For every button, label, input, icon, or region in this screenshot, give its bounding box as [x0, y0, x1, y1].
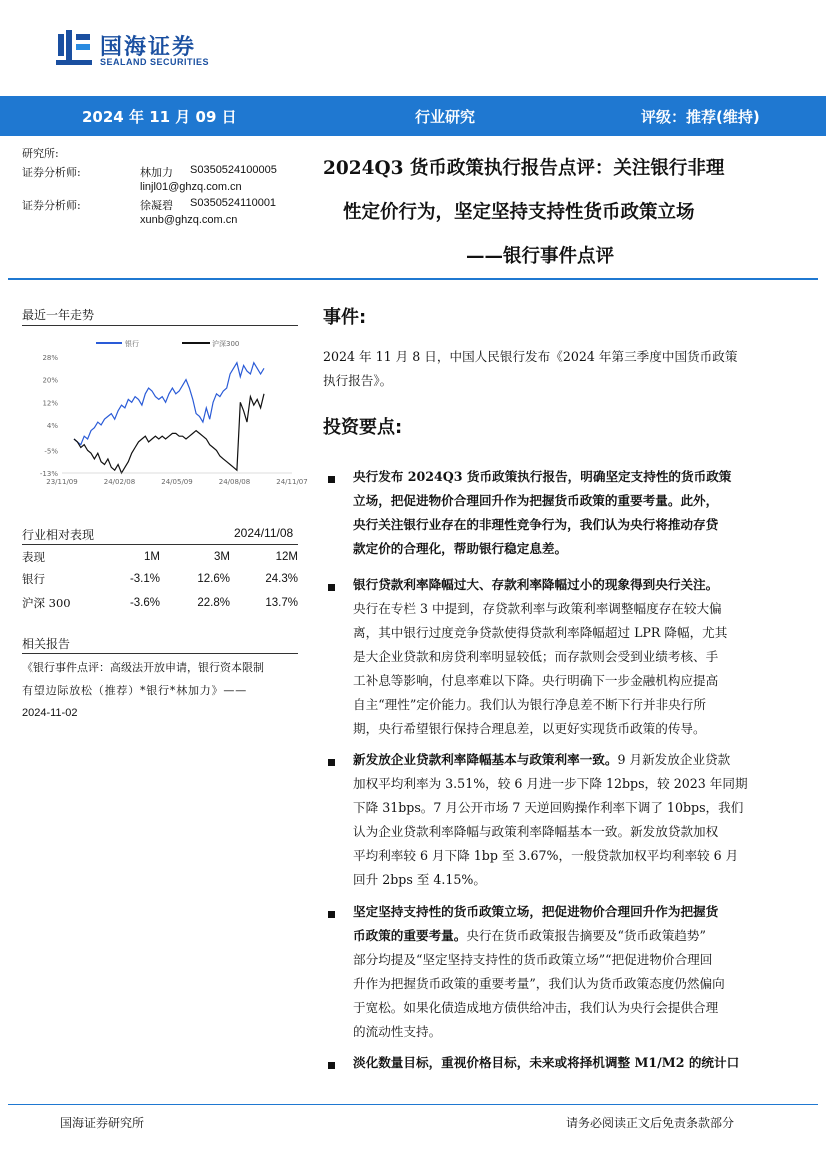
performance-header-row — [22, 546, 298, 567]
footer-right: 请务必阅读正文后免责条款部分 — [566, 1116, 735, 1130]
analyst-name: 徐凝碧 — [140, 199, 173, 212]
related-line: 有望边际放松（推荐）*银行*林加力》—— — [22, 684, 247, 697]
col-header: 3M — [214, 550, 230, 563]
legend-index-label: 沪深300 — [212, 340, 240, 348]
point-line: 工补息等影响，付息率难以下降。央行明确下一步金融机构应提高 — [353, 673, 719, 688]
x-tick-label: 23/11/09 — [46, 478, 78, 486]
analyst-name: 林加力 — [140, 166, 173, 179]
x-tick-label: 24/02/08 — [103, 478, 136, 486]
point-line: 款定价的合理化，帮助银行稳定息差。 — [353, 541, 568, 556]
row-label: 沪深 300 — [22, 596, 71, 610]
point-line: 期，央行希望银行保持合理息差，以更好实现货币政策的传导。 — [353, 721, 706, 736]
point-line: 认为企业贷款利率降幅与政策利率降幅基本一致。新发放贷款加权 — [353, 824, 719, 839]
y-tick-label: 4% — [46, 421, 58, 430]
performance-date: 2024/11/08 — [234, 526, 294, 540]
point-line: 央行发布 2024Q3 货币政策执行报告，明确坚定支持性的货币政策 — [353, 469, 732, 484]
point-line: 自主“理性”定价能力。我们认为银行净息差不断下行并非央行所 — [353, 697, 706, 712]
y-tick-label: -13% — [39, 470, 58, 478]
analyst-cert: S0350524110001 — [190, 197, 277, 209]
point-lead-rest: 9 月新发放企业贷款 — [617, 752, 731, 767]
report-title-line2: 性定价行为，坚定坚持支持性货币政策立场 — [343, 202, 695, 223]
report-date: 2024 年 11 月 09 日 — [82, 108, 237, 126]
analyst-role: 证券分析师: — [22, 199, 81, 212]
event-heading: 事件: — [323, 307, 367, 328]
analyst-email[interactable]: linjl01@ghzq.com.cn — [140, 181, 242, 193]
related-line: 2024-11-02 — [22, 707, 78, 719]
cell: 13.7% — [265, 597, 298, 609]
legend-bank-label: 银行 — [125, 340, 139, 348]
point-line: 离，其中银行过度竞争贷款使得贷款利率降幅超过 LPR 降幅，尤其 — [353, 625, 728, 640]
y-tick-label: -5% — [44, 447, 58, 456]
point-line: 的流动性支持。 — [353, 1024, 442, 1039]
cell: 22.8% — [197, 597, 230, 609]
event-body — [323, 345, 737, 393]
point-4 — [353, 900, 725, 1044]
col-header: 表现 — [22, 549, 45, 564]
point-line: 升作为把握货币政策的重要考量”，我们认为货币政策态度仍然偏向 — [353, 976, 725, 991]
report-subtitle: ——银行事件点评 — [466, 246, 615, 267]
point-line: 央行在专栏 3 中提到，存贷款利率与政策利率调整幅度存在较大偏 — [353, 601, 722, 616]
point-line: 部分均提及“坚定坚持支持性的货币政策立场”“把促进物价合理回 — [353, 952, 713, 967]
point-5: 淡化数量目标，重视价格目标，未来或将择机调整 M1/M2 的统计口 — [353, 1055, 740, 1070]
point-second-line — [353, 924, 725, 948]
x-tick-label: 24/11/07 — [276, 478, 308, 486]
y-tick-label: 28% — [42, 354, 58, 362]
report-category: 行业研究 — [415, 108, 476, 126]
col-header: 12M — [275, 550, 298, 563]
point-line: 立场，把促进物价合理回升作为把握货币政策的重要考量。此外， — [353, 493, 719, 508]
analyst-email[interactable]: xunb@ghzq.com.cn — [140, 214, 238, 226]
bullet-icon — [328, 759, 335, 766]
research-label: 研究所: — [22, 147, 59, 160]
point-line: 回升 2bps 至 4.15%。 — [353, 872, 486, 887]
report-title-line1: 2024Q3 货币政策执行报告点评：关注银行非理 — [323, 158, 725, 179]
point-lead-rest: 央行在货币政策报告摘要及“货币政策趋势” — [466, 928, 706, 943]
col-header: 1M — [144, 550, 160, 563]
related-heading: 相关报告 — [22, 637, 71, 651]
related-divider — [22, 653, 298, 654]
sealand-logo-icon — [54, 28, 94, 68]
cell: 12.6% — [197, 573, 230, 585]
bullet-icon — [328, 911, 335, 918]
x-tick-label: 24/08/08 — [218, 478, 251, 486]
point-line: 是大企业贷款和房贷利率明显较低；而存款则会受到业绩考核、手 — [353, 649, 719, 664]
header-divider — [8, 278, 818, 280]
bullet-icon — [328, 584, 335, 591]
trend-divider — [22, 325, 298, 326]
row-label: 银行 — [22, 572, 45, 586]
trend-chart — [22, 333, 308, 493]
series-line-bank — [74, 363, 264, 445]
points-heading: 投资要点: — [323, 417, 403, 438]
series-line-index — [74, 394, 264, 473]
y-tick-label: 20% — [42, 376, 58, 385]
brand-name-en: SEALAND SECURITIES — [100, 57, 210, 67]
performance-heading: 行业相对表现 — [22, 528, 95, 542]
performance-divider — [22, 544, 298, 545]
related-report-link[interactable] — [22, 656, 264, 725]
cell: -3.1% — [129, 573, 160, 585]
footer-left: 国海证券研究所 — [60, 1116, 145, 1130]
point-1 — [353, 465, 731, 561]
x-tick-label: 24/05/09 — [161, 478, 193, 486]
point-line: 于宽松。如果化债造成地方债供给冲击，我们认为央行会提供合理 — [353, 1000, 719, 1015]
event-line: 执行报告》。 — [323, 373, 393, 388]
point-line: 平均利率较 6 月下降 1bp 至 3.67%，一般贷款加权平均利率较 6 月 — [353, 848, 739, 863]
bullet-icon — [328, 1062, 335, 1069]
point-first-line — [353, 748, 748, 772]
trend-heading: 最近一年走势 — [22, 308, 95, 322]
point-3 — [353, 748, 748, 892]
related-line: 《银行事件点评：高级法开放申请，银行资本限制 — [22, 661, 264, 674]
point-line: 下降 31bps。7 月公开市场 7 天逆回购操作利率下调了 10bps，我们 — [353, 800, 744, 815]
analyst-role: 证券分析师: — [22, 166, 81, 179]
footer-divider — [8, 1104, 818, 1105]
event-line: 2024 年 11 月 8 日，中国人民银行发布《2024 年第三季度中国货币政策 — [323, 349, 738, 364]
performance-table — [22, 546, 298, 615]
table-row — [22, 567, 298, 591]
point-2 — [353, 573, 727, 741]
report-rating: 评级：推荐(维持) — [641, 108, 760, 126]
point-lead: 坚定坚持支持性的货币政策立场，把促进物价合理回升作为把握货 — [353, 904, 719, 919]
brand-name-cn: 国海证券 — [100, 35, 197, 60]
point-lead: 银行贷款利率降幅过大、存款利率降幅过小的现象得到央行关注。 — [353, 577, 719, 592]
point-lead: 币政策的重要考量。 — [353, 928, 467, 943]
cell: -3.6% — [129, 597, 160, 609]
bullet-icon — [328, 476, 335, 483]
cell: 24.3% — [265, 573, 298, 585]
table-row — [22, 591, 298, 615]
point-line: 央行关注银行业存在的非理性竞争行为，我们认为央行将推动存贷 — [353, 517, 719, 532]
point-lead: 新发放企业贷款利率降幅基本与政策利率一致。 — [353, 752, 618, 767]
y-tick-label: 12% — [42, 399, 58, 408]
point-line: 加权平均利率为 3.51%，较 6 月进一步下降 12bps，较 2023 年同期 — [353, 776, 748, 791]
analyst-cert: S0350524100005 — [190, 164, 277, 176]
